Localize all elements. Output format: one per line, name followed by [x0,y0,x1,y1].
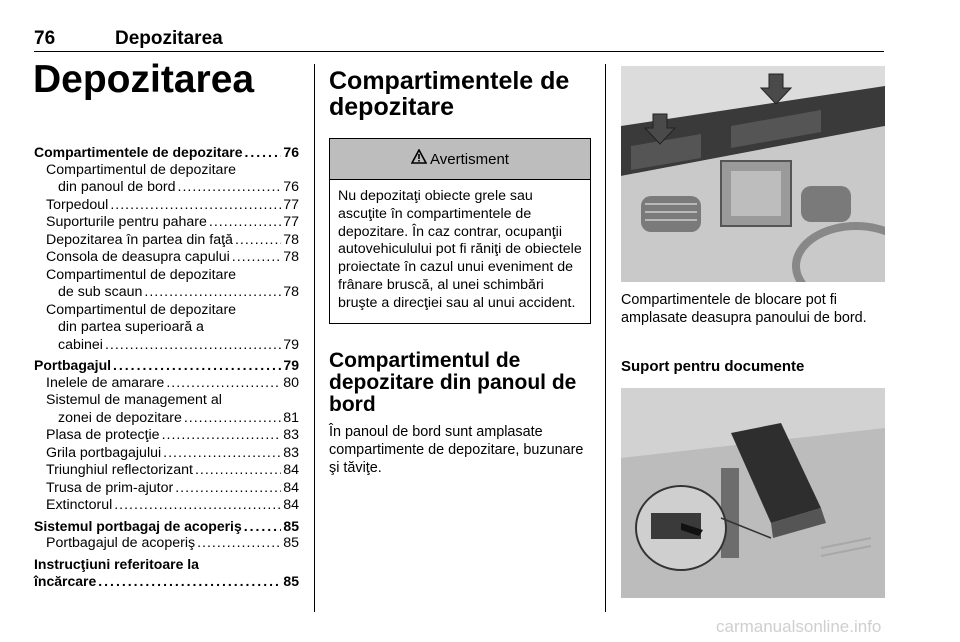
toc-entry-text: Compartimentele de depozitare [34,144,243,160]
toc-page-number: 83 [283,444,299,461]
toc-page-number: 77 [283,196,299,213]
toc-entry-text: Trusa de prim-ajutor [46,479,174,496]
warning-label: Avertisment [430,150,509,168]
toc-leader-dots [110,197,281,215]
toc-entry-text: Torpedoul [46,196,109,213]
toc-entry-text: Plasa de protecţie [46,427,160,443]
toc-sub-entry[interactable] [34,392,299,427]
toc-sub-entry[interactable] [34,497,299,515]
toc-leader-dots [113,357,281,375]
toc-leader-dots [162,427,282,445]
toc-sub-entry[interactable] [34,302,299,355]
document-holder-figure [621,388,885,598]
dashboard-storage-figure [621,66,885,282]
toc-entry-text: Triunghiul reflectorizant [46,462,193,478]
page-number: 76 [34,28,56,49]
toc-sub-entry[interactable] [34,462,299,480]
warning-text: Nu depozitaţi obiecte grele sau ascuţite în compartimentele de depozitare. În caz contrar, ocupanţii autovehiculului pot fi răniţi de obiectele proiectate în cazul unui eveniment de frânare bruscă, al unei schimbări bruşte a direcţiei sau al unui accident. [338,188,582,311]
toc-entry-text: Portbagajul de acoperiş [46,535,196,551]
column-divider-2 [605,64,606,612]
toc-entry-text: cabinei [58,336,103,353]
toc-entry-text: Depozitarea în partea din faţă [46,231,233,248]
warning-header [330,139,590,180]
toc-page-number: 78 [283,249,299,265]
toc-entry-text: Grila portbagajului [46,444,162,461]
toc-leader-dots [178,179,282,197]
toc-entry-text: Instrucţiuni referitoare la [34,555,199,572]
toc-sub-entry[interactable] [34,267,299,302]
toc-page-number: 83 [283,427,299,443]
table-of-contents [34,144,299,591]
toc-main-entry[interactable] [34,357,299,375]
toc-sub-entry[interactable] [34,162,299,197]
toc-sub-entry[interactable] [34,445,299,463]
toc-entry-text: Sistemul portbagaj de acoperiş [34,517,242,534]
toc-leader-dots [98,573,281,591]
toc-leader-dots [209,214,281,232]
toc-entry-text: din partea superioară a [58,319,204,335]
toc-page-number: 77 [283,214,299,230]
page-header [0,0,960,60]
toc-entry-text: Suporturile pentru pahare [46,214,207,230]
toc-leader-dots [184,410,281,428]
toc-entry-text: zonei de depozitare [58,409,182,426]
toc-leader-dots [195,462,281,480]
header-rule [34,51,884,52]
subheading: Suport pentru documente [621,358,805,375]
toc-entry-text: Sistemul de management al [46,392,222,408]
toc-page-number: 85 [283,535,299,551]
toc-leader-dots [197,535,281,553]
toc-main-entry[interactable] [34,556,299,591]
toc-page-number: 76 [283,179,299,195]
toc-main-entry[interactable] [34,144,299,162]
running-title: Depozitarea [115,28,223,49]
toc-entry-text: Extinctorul [46,497,113,513]
body-paragraph: În panoul de bord sunt amplasate compartimente de depozitare, buzunare şi tăviţe. [329,424,584,476]
toc-sub-entry[interactable] [34,214,299,232]
toc-page-number: 84 [283,462,299,478]
subsection-title-line1: Compartimentul de [329,349,521,372]
toc-sub-entry[interactable] [34,249,299,267]
subsection-title-line2: depozitare din panoul de [329,371,577,394]
column-divider-1 [314,64,315,612]
toc-entry-text: Consola de deasupra capului [46,249,230,265]
toc-entry-text: din panoul de bord [58,179,176,195]
toc-leader-dots [244,518,282,536]
toc-page-number: 79 [283,336,299,353]
toc-sub-entry[interactable] [34,197,299,215]
toc-page-number: 78 [283,284,299,300]
toc-page-number: 78 [283,231,299,248]
toc-leader-dots [232,249,281,267]
toc-entry-text: de sub scaun [58,284,143,300]
toc-leader-dots [105,337,281,355]
toc-page-number: 85 [283,517,299,534]
subsection-title-line3: bord [329,393,376,416]
toc-entry-text: Inelele de amarare [46,374,165,391]
toc-leader-dots [144,284,281,302]
toc-entry-text: Compartimentul de depozitare [46,266,237,283]
toc-sub-entry[interactable] [34,480,299,498]
toc-leader-dots [175,480,281,498]
warning-box [329,138,591,324]
section-title [329,68,569,120]
toc-entry-text: Compartimentul de depozitare [46,301,237,318]
toc-leader-dots [245,144,282,162]
toc-page-number: 85 [283,573,299,589]
toc-page-number: 84 [283,497,299,513]
section-title-line2: depozitare [329,93,455,121]
warning-icon [411,149,427,169]
toc-leader-dots [166,375,281,393]
toc-entry-text: Portbagajul [34,357,112,373]
section-title-line1: Compartimentele de [329,67,570,95]
toc-sub-entry[interactable] [34,375,299,393]
toc-sub-entry[interactable] [34,535,299,553]
toc-entry-text: încărcare [34,573,97,589]
toc-entry-text: Compartimentul de depozitare [46,161,237,178]
toc-page-number: 79 [283,357,299,373]
chapter-title: Depozitarea [33,58,255,101]
toc-page-number: 80 [283,374,299,391]
toc-sub-entry[interactable] [34,232,299,250]
toc-main-entry[interactable] [34,518,299,536]
toc-leader-dots [163,445,281,463]
toc-page-number: 84 [283,479,299,496]
figure-caption: Compartimentele de blocare pot fi amplasate deasupra panoului de bord. [621,292,867,326]
toc-page-number: 81 [283,409,299,426]
toc-leader-dots [114,497,281,515]
toc-sub-entry[interactable] [34,427,299,445]
subsection-title [329,350,576,416]
toc-page-number: 76 [283,144,299,160]
watermark: carmanualsonline.info [716,617,882,636]
toc-leader-dots [235,232,281,250]
